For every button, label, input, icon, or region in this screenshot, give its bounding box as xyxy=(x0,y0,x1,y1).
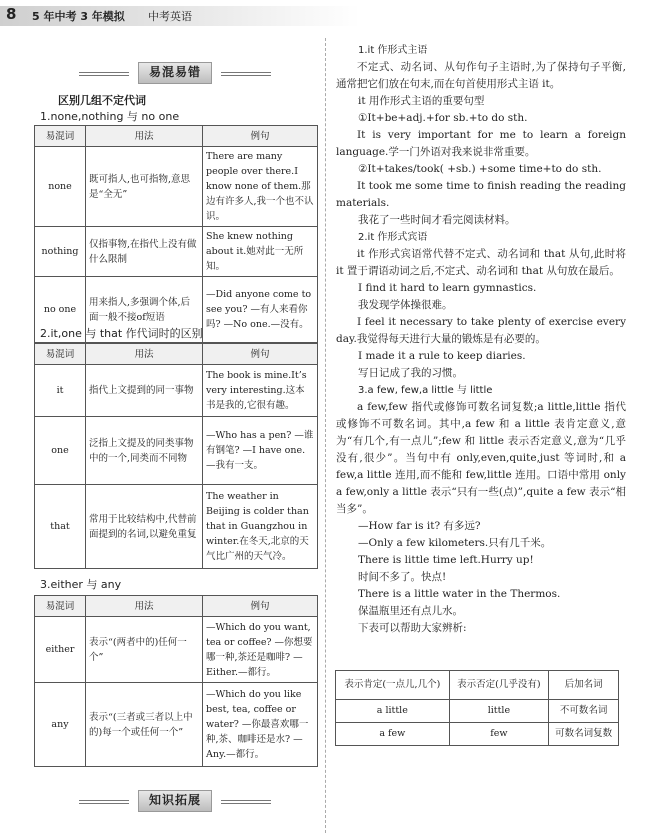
positive-cell: a few xyxy=(336,723,450,746)
table-row xyxy=(35,617,318,683)
word-cell: either xyxy=(35,617,86,683)
usage-cell: 用来指人,多强调个体,后面一般不接of短语 xyxy=(86,277,203,343)
section-heading: 3.a few, few,a little 与 little xyxy=(358,385,493,396)
usage-cell: 泛指上文提及的同类事物中的一个,同类而不同物 xyxy=(86,417,203,485)
banner-expansion xyxy=(138,790,212,812)
paragraph: There is a little water in the Thermos. xyxy=(358,588,561,600)
subsection-2: 2.it,one 与 that 作代词时的区别 xyxy=(40,327,203,340)
example-cell: —Which do you like best, tea, coffee or water? —你最喜欢哪一种,茶、咖啡还是水? —Any.—都行。 xyxy=(203,683,318,767)
paragraph: it 作形式宾语常代替不定式、动名词和 that 从句,此时将 it 置于谓语动词之后,不定式、动名词和 that 从句放在最后。 xyxy=(336,248,626,277)
paragraph: 保温瓶里还有点儿水。 xyxy=(358,605,463,617)
paragraph: 不定式、动名词、从句作句子主语时,为了保持句子平衡,通常把它们放在句末,而在句首使用形式主语 it。 xyxy=(336,61,626,90)
table-either-any xyxy=(34,595,318,767)
table-row xyxy=(35,147,318,227)
section-heading: 1.it 作形式主语 xyxy=(358,45,428,56)
word-cell: one xyxy=(35,417,86,485)
word-cell: it xyxy=(35,365,86,417)
col-header: 表示否定(几乎没有) xyxy=(449,671,549,700)
table-row xyxy=(35,417,318,485)
banner-label: 知识拓展 xyxy=(149,793,202,807)
paragraph: 我花了一些时间才看完阅读材料。 xyxy=(358,214,516,226)
example-cell: —Which do you want, tea or coffee? —你想要哪一种,茶还是咖啡? —Either.—都行。 xyxy=(203,617,318,683)
paragraph: 我发现学体操很难。 xyxy=(358,299,453,311)
word-cell: nothing xyxy=(35,227,86,277)
table-row xyxy=(35,365,318,417)
paragraph: ①It+be+adj.+for sb.+to do sth. xyxy=(358,112,528,124)
table-a-few-little xyxy=(335,670,619,746)
noun-cell: 可数名词复数 xyxy=(549,723,619,746)
col-header: 易混词 xyxy=(35,596,86,617)
usage-cell: 常用于比较结构中,代替前面提到的名词,以避免重复 xyxy=(86,485,203,569)
table-row xyxy=(35,227,318,277)
negative-cell: few xyxy=(449,723,549,746)
column-divider xyxy=(325,38,326,833)
usage-cell: 指代上文提到的同一事物 xyxy=(86,365,203,417)
paragraph: I find it hard to learn gymnastics. xyxy=(358,282,537,294)
word-cell: that xyxy=(35,485,86,569)
banner-line-left xyxy=(79,72,129,76)
word-cell: no one xyxy=(35,277,86,343)
section-heading: 2.it 作形式宾语 xyxy=(358,232,428,243)
subsection-3: 3.either 与 any xyxy=(40,578,122,591)
col-header: 用法 xyxy=(86,596,203,617)
banner-line-left xyxy=(79,800,129,804)
banner-confusing xyxy=(138,62,212,84)
col-header: 后加名词 xyxy=(549,671,619,700)
paragraph: 下表可以帮助大家辨析: xyxy=(358,622,467,634)
subject-title: 中考英语 xyxy=(148,10,192,23)
usage-cell: 既可指人,也可指物,意思是“全无” xyxy=(86,147,203,227)
table-row xyxy=(35,485,318,569)
subsection-1: 1.none,nothing 与 no one xyxy=(40,110,180,123)
usage-cell: 仅指事物,在指代上没有做什么限制 xyxy=(86,227,203,277)
table-row xyxy=(336,723,619,746)
table-it-one-that xyxy=(34,343,318,569)
page-header xyxy=(0,0,646,30)
word-cell: any xyxy=(35,683,86,767)
table-row xyxy=(35,683,318,767)
paragraph: It took me some time to finish reading the reading materials. xyxy=(336,180,626,209)
banner-line-right xyxy=(221,72,271,76)
col-header: 用法 xyxy=(86,126,203,147)
paragraph: a few,few 指代或修饰可数名词复数;a little,little 指代或修饰不可数名词。其中,a few 和 a little 表肯定意义,意为“有几个,有一点儿”;few 和 little 表示否定意义,意为“几乎没有,很少”。当句中有 only,even,quite,just 等词时,和 a few,a little 连用,而不能和 few,little 连用。口语中常用 only a few,only a little 表示“只有一些(点)”,quite a few 表示“相当多”。 xyxy=(336,401,626,515)
paragraph: It is very important for me to learn a foreign language.学一门外语对我来说非常重要。 xyxy=(336,129,626,158)
usage-cell: 表示“(两者中的)任何一个” xyxy=(86,617,203,683)
positive-cell: a little xyxy=(336,700,450,723)
word-cell: none xyxy=(35,147,86,227)
col-header: 易混词 xyxy=(35,344,86,365)
paragraph: 时间不多了。快点! xyxy=(358,571,447,583)
paragraph: it 用作形式主语的重要句型 xyxy=(358,95,485,107)
noun-cell: 不可数名词 xyxy=(549,700,619,723)
example-cell: The book is mine.It’s very interesting.这本书是我的,它很有趣。 xyxy=(203,365,318,417)
example-cell: —Did anyone come to see you? —有人来看你吗? —No one.—没有。 xyxy=(203,277,318,343)
paragraph: —Only a few kilometers.只有几千米。 xyxy=(358,537,552,549)
banner-label: 易混易错 xyxy=(149,65,202,79)
example-cell: The weather in Beijing is colder than that in Guangzhou in winter.在冬天,北京的天气比广州的天气冷。 xyxy=(203,485,318,569)
negative-cell: little xyxy=(449,700,549,723)
example-cell: She knew nothing about it.她对此一无所知。 xyxy=(203,227,318,277)
col-header: 表示肯定(一点儿,几个) xyxy=(336,671,450,700)
col-header: 例句 xyxy=(203,344,318,365)
example-cell: —Who has a pen? —谁有钢笔? —I have one.—我有一支。 xyxy=(203,417,318,485)
paragraph: 写日记成了我的习惯。 xyxy=(358,367,463,379)
table-row xyxy=(336,700,619,723)
section-title: 区别几组不定代词 xyxy=(58,94,146,107)
col-header: 易混词 xyxy=(35,126,86,147)
paragraph: There is little time left.Hurry up! xyxy=(358,554,534,566)
table-none-nothing xyxy=(34,125,318,343)
series-title: 5 年中考 3 年模拟 xyxy=(32,10,125,23)
usage-cell: 表示“(三者或三者以上中的)每一个或任何一个” xyxy=(86,683,203,767)
example-cell: There are many people over there.I know none of them.那边有许多人,我一个也不认识。 xyxy=(203,147,318,227)
paragraph: I feel it necessary to take plenty of exercise every day.我觉得每天进行大量的锻炼是有必要的。 xyxy=(336,316,626,345)
col-header: 用法 xyxy=(86,344,203,365)
col-header: 例句 xyxy=(203,126,318,147)
paragraph: ②It+takes/took( +sb.) +some time+to do sth. xyxy=(358,163,602,175)
col-header: 例句 xyxy=(203,596,318,617)
right-column xyxy=(336,42,626,637)
paragraph: I made it a rule to keep diaries. xyxy=(358,350,526,362)
page-number: 8 xyxy=(6,5,17,23)
paragraph: —How far is it? 有多远? xyxy=(358,520,481,532)
banner-line-right xyxy=(221,800,271,804)
